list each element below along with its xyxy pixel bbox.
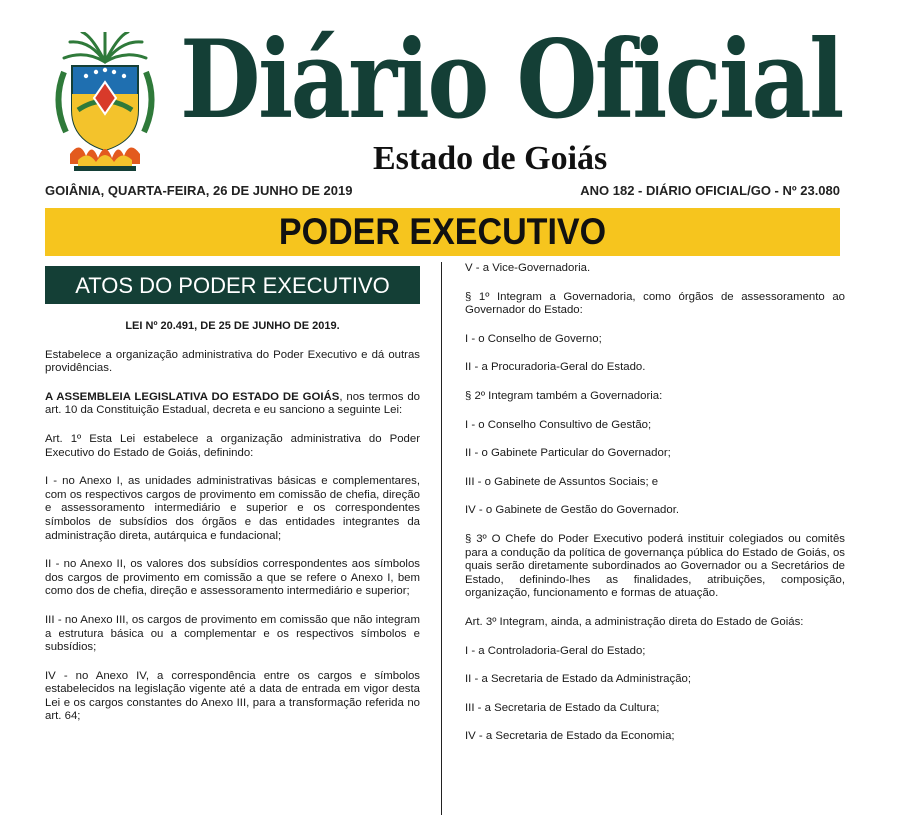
issue-number: ANO 182 - DIÁRIO OFICIAL/GO - Nº 23.080 [580, 183, 840, 198]
paragraph: I - o Conselho Consultivo de Gestão; [465, 418, 652, 431]
paragraph: II - o Gabinete Particular do Governador; [465, 447, 671, 460]
paragraph: I - o Conselho de Governo; [465, 332, 602, 345]
masthead-subtitle: Estado de Goiás [373, 140, 608, 177]
paragraph: IV - a Secretaria de Estado da Economia; [465, 730, 675, 743]
enactment-clause [45, 391, 420, 418]
article-1-item: IV - no Anexo IV, a correspondência entre os cargos e símbolos estabelecidos na legislação vigente até a data de entrada em vigor desta Lei e os cargos constantes do Anexo III, para a transformação referida no art. 64; [45, 669, 420, 723]
paragraph: § 2º Integram também a Governadoria: [465, 389, 663, 402]
section-band [45, 208, 840, 256]
masthead [0, 0, 897, 210]
enactment-rest: , nos termos do art. 10 da Constituição Estadual, decreta e eu sanciono a seguinte Lei: [45, 390, 420, 417]
paragraph: II - a Secretaria de Estado da Administração; [465, 673, 692, 686]
paragraph: § 1º Integram a Governadoria, como órgãos de assessoramento ao Governador do Estado: [465, 290, 845, 317]
paragraph: II - a Procuradoria-Geral do Estado. [465, 361, 646, 374]
section-header-label: ATOS DO PODER EXECUTIVO [75, 273, 390, 298]
paragraph: § 3º O Chefe do Poder Executivo poderá instituir colegiados ou comitês para a condução da política de governança pública do Estado de Goiás, os quais serão diretamente subordinados ao Governador ou a Secretários de Estado, definindo-lhes as finalidades, atribuições, composição, organização, funcionamento e formas de atuação. [465, 532, 845, 600]
paragraph: IV - o Gabinete de Gestão do Governador. [465, 504, 680, 517]
paragraph: Art. 3º Integram, ainda, a administração direta do Estado de Goiás: [465, 615, 804, 628]
paragraph: III - a Secretaria de Estado da Cultura; [465, 701, 660, 714]
paragraph: V - a Vice-Governadoria. [465, 262, 591, 274]
article-1-item: III - no Anexo III, os cargos de provimento em comissão que não integram a estrutura básica ou a complementar e os respectivos símbolos e subsídios; [45, 613, 420, 654]
band-label: PODER EXECUTIVO [278, 211, 607, 252]
column-divider [441, 262, 442, 815]
law-title: LEI Nº 20.491, DE 25 DE JUNHO DE 2019. [125, 320, 340, 332]
article-1-item: II - no Anexo II, os valores dos subsídios correspondentes aos símbolos dos cargos de provimento em comissão a que se refere o Anexo I, bem como dos de chefia, direção e assessoramento intermediário e superior; [45, 558, 420, 598]
state-coat-of-arms-icon [50, 32, 160, 172]
paragraph: III - o Gabinete de Assuntos Sociais; e [465, 475, 659, 488]
masthead-title: Diário Oficial [180, 17, 842, 143]
right-column [465, 262, 845, 759]
article-1: Art. 1º Esta Lei estabelece a organização administrativa do Poder Executivo do Estado de Goiás, definindo: [45, 432, 420, 459]
left-column [45, 320, 420, 739]
enactment-lead: A ASSEMBLEIA LEGISLATIVA DO ESTADO DE GOIÁS [45, 390, 340, 403]
section-header [45, 266, 420, 304]
law-summary: Estabelece a organização administrativa do Poder Executivo e dá outras providências. [45, 348, 420, 375]
paragraph: I - a Controladoria-Geral do Estado; [465, 644, 646, 657]
article-1-item: I - no Anexo I, as unidades administrativas básicas e complementares, com os respectivos cargos de provimento em comissão de chefia, direção e assessoramento intermediário e superior e os correspondentes símbolos de subsídios dos órgãos e das entidades integrantes da administração direta, autárquica e fundacional; [45, 475, 420, 542]
dateline: GOIÂNIA, QUARTA-FEIRA, 26 DE JUNHO DE 2019 [45, 183, 353, 198]
